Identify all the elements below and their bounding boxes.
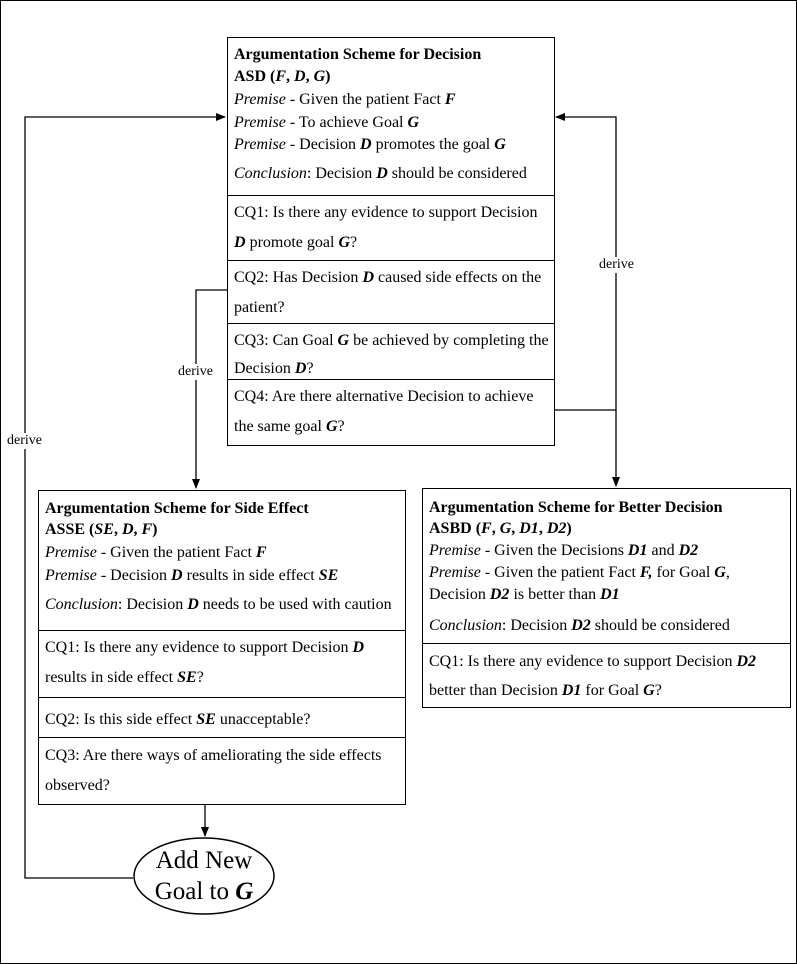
derive-label-left: derive — [7, 433, 42, 448]
asse-cq1-line2: results in side effect SE? — [45, 669, 204, 686]
asbd-title: Argumentation Scheme for Better Decision — [429, 499, 723, 516]
asbd-premise-1: Premise - Given the Decisions D1 and D2 — [429, 542, 699, 559]
asd-cq2-line2: patient? — [234, 299, 285, 316]
asse-premise-1: Premise - Given the patient Fact F — [45, 544, 267, 561]
asd-premise-3: Premise - Decision D promotes the goal G — [234, 136, 506, 153]
asd-premise-1: Premise - Given the patient Fact F — [234, 91, 456, 108]
edge-cq4-to-asbd — [554, 410, 616, 486]
asd-cq1 — [228, 195, 554, 260]
asbd-premise-2-line2: Decision D2 is better than D1 — [429, 586, 620, 603]
asbd-cq1-line2: better than Decision D1 for Goal G? — [429, 682, 662, 699]
asbd-premise-2: Premise - Given the patient Fact F, for Goal G, — [429, 564, 730, 581]
oval-line1: Add New — [155, 847, 253, 874]
asbd-cq1-line1: CQ1: Is there any evidence to support Decision D2 — [429, 653, 757, 670]
asd-cq4-line2: the same goal G? — [234, 418, 345, 435]
asse-title: Argumentation Scheme for Side Effect — [45, 500, 309, 517]
asse-cq3-line1: CQ3: Are there ways of ameliorating the side effects — [45, 747, 382, 764]
asse-cq3 — [39, 737, 405, 803]
asd-cq2-line1: CQ2: Has Decision D caused side effects on the — [234, 269, 542, 286]
asse-label: ASSE (SE, D, F) — [45, 521, 158, 538]
asd-cq3 — [228, 323, 554, 380]
asse-box — [38, 490, 406, 805]
asbd-conclusion: Conclusion: Decision D2 should be considered — [429, 617, 730, 634]
asd-title: Argumentation Scheme for Decision — [234, 46, 482, 63]
asd-premise-2: Premise - To achieve Goal G — [234, 114, 420, 131]
asd-label: ASD (F, D, G) — [234, 68, 331, 85]
asse-cq1-line1: CQ1: Is there any evidence to support Decision D — [45, 639, 365, 656]
asd-cq4-line1: CQ4: Are there alternative Decision to achieve — [234, 388, 534, 405]
derive-label-middle: derive — [178, 364, 213, 379]
asd-box — [227, 37, 555, 446]
asd-cq1-line2: D promote goal G? — [234, 234, 358, 251]
asbd-box — [422, 488, 791, 708]
asse-cq3-line2: observed? — [45, 777, 110, 794]
asd-cq4 — [228, 379, 554, 445]
asd-cq3-line1: CQ3: Can Goal G be achieved by completing the — [234, 332, 549, 349]
asbd-label: ASBD (F, G, D1, D2) — [429, 520, 572, 537]
asse-premise-2: Premise - Decision D results in side effect SE — [45, 567, 339, 584]
asd-cq1-line1: CQ1: Is there any evidence to support Decision — [234, 204, 538, 221]
asbd-cq1 — [423, 643, 790, 707]
edge-cq2-to-asse — [196, 290, 228, 488]
asse-cq1 — [39, 630, 405, 697]
asd-conclusion: Conclusion: Decision D should be considered — [234, 165, 527, 182]
asse-cq2-line1: CQ2: Is this side effect SE unacceptable? — [45, 711, 311, 728]
asse-cq2 — [39, 697, 405, 738]
asd-cq2 — [228, 260, 554, 325]
asd-cq3-line2: Decision D? — [234, 360, 314, 377]
derive-label-right: derive — [599, 257, 634, 272]
asse-conclusion: Conclusion: Decision D needs to be used with caution — [45, 596, 392, 613]
oval-line2: Goal to G — [154, 878, 254, 905]
